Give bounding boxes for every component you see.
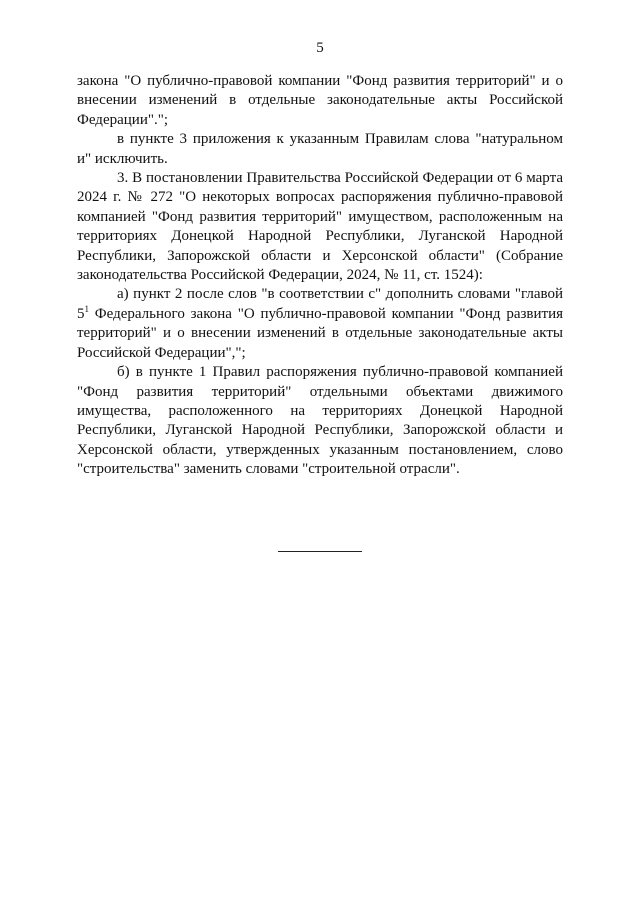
- paragraph-4: [77, 285, 563, 363]
- paragraph-5: б) в пункте 1 Правил распоряжения публично-правовой компанией "Фонд развития территорий" отдельными объектами движимого имущества, расположенного на территориях Донецкой Народной Республики, Луганской Народной Республики, Запорожской области и Херсонской области, утвержденных указанным постановлением, слово "строительства" заменить словами "строительной отрасли".: [77, 364, 563, 478]
- paragraph-2: в пункте 3 приложения к указанным Правилам слова "натуральном и" исключить.: [77, 131, 563, 167]
- paragraph-3: 3. В постановлении Правительства Российской Федерации от 6 марта 2024 г. № 272 "О некоторых вопросах распоряжения публично-правовой компанией "Фонд развития территорий" имуществом, расположенным на территориях Донецкой Народной Республики, Луганской Народной Республики, Запорожской области и Херсонской области" (Собрание законодательства Российской Федерации, 2024, № 11, ст. 1524):: [77, 170, 563, 284]
- paragraph-1: закона "О публично-правовой компании "Фонд развития территорий" и о внесении изменений в отдельные законодательные акты Российской Федерации".";: [77, 73, 563, 128]
- end-rule: [278, 551, 362, 552]
- paragraph-4-rest: Федерального закона "О публично-правовой компании "Фонд развития территорий" и о внесении изменений в отдельные законодательные акты Российской Федерации",";: [77, 305, 563, 361]
- paragraph-4-start: а) пункт 2 после слов "в соответствии с" дополнить словами "главой 5: [77, 286, 563, 322]
- paragraph-4-superscript: 1: [84, 303, 89, 314]
- document-body: [77, 72, 563, 480]
- page-number: 5: [316, 40, 324, 56]
